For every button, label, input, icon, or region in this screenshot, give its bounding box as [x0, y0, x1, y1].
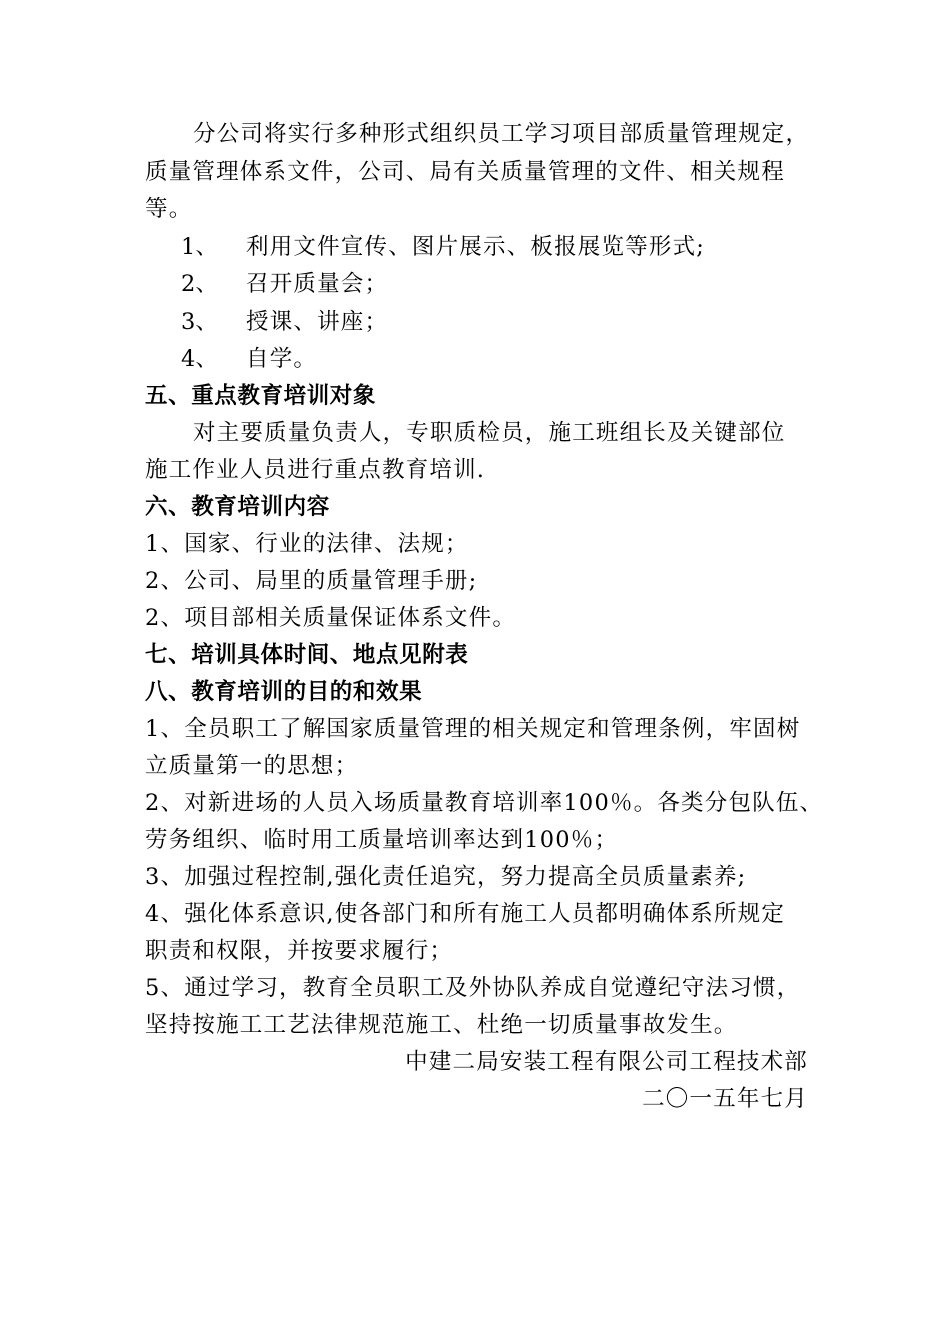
- section-5-line-1: 对主要质量负责人，专职质检员，施工班组长及关键部位: [193, 420, 786, 446]
- section-heading-5: 五、重点教育培训对象: [145, 383, 377, 409]
- signature-date: 二〇一五年七月: [642, 1086, 808, 1112]
- list-item-text: 利用文件宣传、图片展示、板报展览等形式;: [246, 234, 706, 260]
- list-item-number: 2、: [181, 271, 218, 297]
- section-5-line-2: 施工作业人员进行重点教育培训.: [145, 457, 486, 483]
- section-6-item: 2、项目部相关质量保证体系文件。: [145, 605, 517, 631]
- intro-line-2: 质量管理体系文件，公司、局有关质量管理的文件、相关规程: [145, 159, 785, 185]
- intro-line-3: 等。: [145, 196, 193, 222]
- list-item-text: 自学。: [246, 346, 318, 372]
- section-8-line: 4、强化体系意识,使各部门和所有施工人员都明确体系所规定: [145, 901, 786, 927]
- section-heading-8: 八、教育培训的目的和效果: [145, 679, 423, 705]
- section-8-line: 2、对新进场的人员入场质量教育培训率100％。各类分包队伍、: [145, 790, 824, 816]
- section-heading-7: 七、培训具体时间、地点见附表: [145, 642, 469, 668]
- section-8-line: 坚持按施工工艺法律规范施工、杜绝一切质量事故发生。: [145, 1012, 738, 1038]
- section-8-line: 职责和权限，并按要求履行；: [145, 938, 454, 964]
- signature-organization: 中建二局安装工程有限公司工程技术部: [405, 1049, 808, 1075]
- section-8-line: 劳务组织、临时用工质量培训率达到100％；: [145, 827, 619, 853]
- list-item-number: 1、: [181, 234, 218, 260]
- section-heading-6: 六、教育培训内容: [145, 494, 330, 520]
- section-6-item: 2、公司、局里的质量管理手册;: [145, 568, 478, 594]
- section-8-line: 1、全员职工了解国家质量管理的相关规定和管理条例，牢固树: [145, 716, 801, 742]
- section-8-line: 立质量第一的思想；: [145, 753, 359, 779]
- section-8-line: 5、通过学习，教育全员职工及外协队养成自觉遵纪守法习惯，: [145, 975, 801, 1001]
- list-item-number: 4、: [181, 346, 218, 372]
- section-6-item: 1、国家、行业的法律、法规；: [145, 531, 469, 557]
- intro-line-1: 分公司将实行多种形式组织员工学习项目部质量管理规定，: [193, 121, 810, 147]
- list-item-number: 3、: [181, 309, 218, 335]
- list-item-text: 召开质量会；: [246, 271, 389, 297]
- list-item-text: 授课、讲座；: [246, 309, 389, 335]
- section-8-line: 3、加强过程控制,强化责任追究，努力提高全员质量素养;: [145, 864, 747, 890]
